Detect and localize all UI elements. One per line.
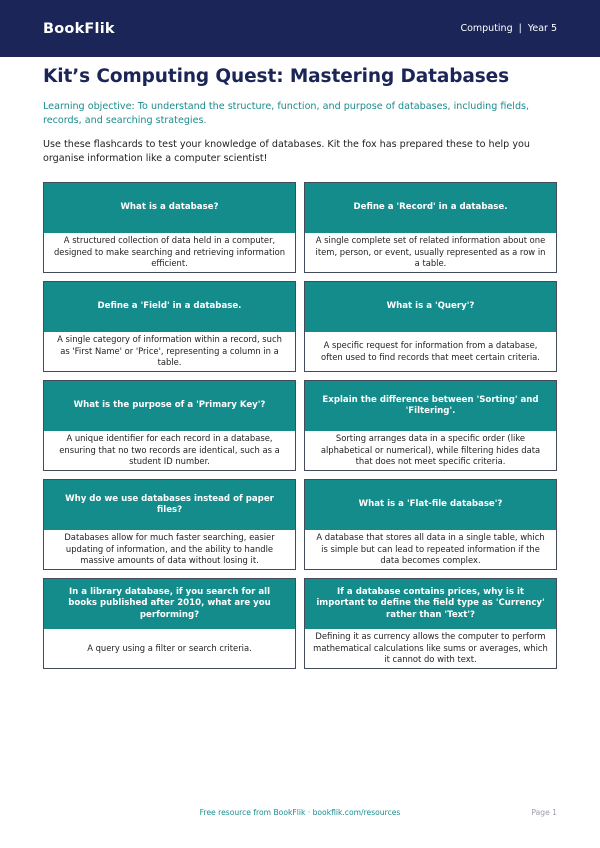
subject-breadcrumb [460, 23, 557, 34]
header-bar [0, 0, 600, 57]
flashcard[interactable] [43, 479, 296, 570]
flashcard-question: What is a database? [44, 183, 295, 233]
flashcard-answer: Defining it as currency allows the computer to perform mathematical calculations like sums or averages, which it cannot do with text. [313, 631, 548, 665]
flashcard[interactable] [304, 479, 557, 570]
flashcard-answer: Sorting arranges data in a specific order (like alphabetical or numerical), while filtering hides data that does not meet specific criteria. [320, 433, 541, 467]
subject-label: Computing [460, 23, 513, 34]
flashcard[interactable] [304, 281, 557, 372]
page-number: Page 1 [531, 808, 557, 817]
flashcard-answer: A database that stores all data in a single table, which is simple but can lead to repeated information if the data becomes complex. [316, 532, 545, 566]
footer-credit[interactable]: Free resource from BookFlik · bookflik.com/resources [199, 808, 401, 817]
flashcard-answer: A specific request for information from a database, often used to find records that meet certain criteria. [321, 340, 540, 362]
flashcard[interactable] [43, 281, 296, 372]
flashcard-grid [43, 182, 557, 669]
flashcard[interactable] [43, 182, 296, 273]
flashcard[interactable] [304, 380, 557, 471]
flashcard[interactable] [304, 578, 557, 669]
flashcard-question: If a database contains prices, why is it important to define the field type as 'Currency' rather than 'Text'? [305, 579, 556, 629]
flashcard-answer: A single complete set of related information about one item, person, or event, usually represented as a row in a table. [315, 235, 546, 269]
year-label: Year 5 [527, 23, 557, 34]
intro-text: Use these flashcards to test your knowledge of databases. Kit the fox has prepared these to help you organise information like a computer scientist! [43, 139, 530, 164]
flashcard-answer: A unique identifier for each record in a database, ensuring that no two records are identical, such as a student ID number. [59, 433, 280, 467]
flashcard-answer: Databases allow for much faster searching, easier updating of information, and the ability to handle massive amounts of data without losing it. [64, 532, 275, 566]
flashcard-question: What is a 'Query'? [305, 282, 556, 332]
flashcard-question: Define a 'Field' in a database. [44, 282, 295, 332]
flashcard[interactable] [43, 380, 296, 471]
flashcard[interactable] [43, 578, 296, 669]
brand-logo[interactable]: BookFlik [43, 20, 115, 37]
flashcard-question: What is the purpose of a 'Primary Key'? [44, 381, 295, 431]
flashcard-question: What is a 'Flat-file database'? [305, 480, 556, 530]
flashcard-question: In a library database, if you search for all books published after 2010, what are you performing? [44, 579, 295, 629]
learning-objective: Learning objective: To understand the structure, function, and purpose of databases, including fields, records, and searching strategies. [43, 101, 530, 126]
breadcrumb-separator: | [518, 23, 522, 34]
flashcard-answer: A query using a filter or search criteria. [87, 642, 252, 653]
flashcard-question: Define a 'Record' in a database. [305, 183, 556, 233]
flashcard-answer: A single category of information within a record, such as 'First Name' or 'Price', representing a column in a table. [57, 334, 282, 368]
flashcard-answer: A structured collection of data held in a computer, designed to make searching and retrieving information efficient. [53, 235, 285, 269]
page-title: Kit’s Computing Quest: Mastering Databases [43, 66, 510, 87]
flashcard-question: Explain the difference between 'Sorting' and 'Filtering'. [305, 381, 556, 431]
flashcard[interactable] [304, 182, 557, 273]
flashcard-question: Why do we use databases instead of paper files? [44, 480, 295, 530]
